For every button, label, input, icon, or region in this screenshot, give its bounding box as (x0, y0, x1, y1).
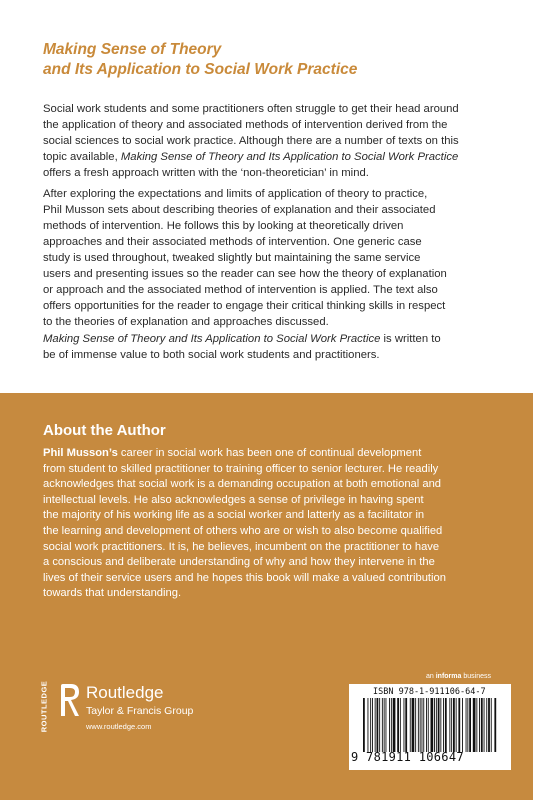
barcode-bar (405, 698, 407, 752)
back-cover-lower-band (0, 393, 533, 800)
barcode-bar (410, 698, 411, 752)
barcode-bar (449, 698, 450, 752)
text-line: users and presenting issues so the reader can see how the theory of explanation (43, 268, 447, 280)
barcode-bar (476, 698, 477, 752)
book-title (43, 40, 503, 80)
barcode-bar (422, 698, 423, 752)
text-line: the learning and development of others who are or wish to also become qualified (43, 524, 443, 537)
text-line: offers opportunities for the reader to engage their critical thinking skills in respect (43, 300, 446, 312)
barcode-bar (479, 698, 480, 752)
barcode-bar (418, 698, 419, 752)
book-title-italic: Making Sense of Theory and Its Application to Social Work Practice (120, 151, 459, 163)
text-line: methods of intervention. He follows this by looking at theoretically driven (43, 220, 404, 232)
barcode-bar (375, 698, 376, 752)
description-paragraph-1 (43, 101, 498, 181)
barcode-bar (397, 698, 399, 752)
text-line: social sciences to social work practice. Although there are a number of texts on this (43, 135, 459, 147)
text-span: is written to (380, 333, 441, 345)
back-cover-upper (0, 0, 533, 393)
publisher-side-text (40, 680, 54, 740)
barcode-bar (494, 698, 496, 752)
barcode-bar (368, 698, 369, 752)
text-span: career in social work has been one of continual development (117, 447, 422, 459)
text-line: study is used throughout, tweaked slightly but maintaining the same service (43, 252, 421, 264)
text-span: an (426, 673, 436, 680)
title-line: and Its Application to Social Work Practice (43, 61, 358, 78)
barcode-bar (377, 698, 379, 752)
barcode-bar (400, 698, 401, 752)
text-line: approaches and their associated methods of intervention. One generic case (43, 236, 422, 248)
text-line (43, 331, 498, 347)
publisher-group: Taylor & Francis Group (86, 705, 194, 717)
barcode-bar (467, 698, 468, 752)
barcode-bar (443, 698, 444, 752)
routledge-r-icon (58, 682, 82, 718)
barcode-bar (473, 698, 476, 752)
side-label: ROUTLEDGE (39, 680, 49, 733)
text-span: business (461, 673, 491, 680)
barcode-bar (491, 698, 492, 752)
barcode-bar (431, 698, 434, 752)
barcode-bar (436, 698, 437, 752)
book-title-italic: Making Sense of Theory and Its Application to Social Work Practice (43, 333, 381, 345)
text-line: intellectual levels. He also acknowledges a sense of privilege in having spent (43, 493, 424, 506)
barcode-bar (488, 698, 490, 752)
barcode-bar (426, 698, 427, 752)
barcode-bar (412, 698, 415, 752)
barcode-bar (415, 698, 416, 752)
author-name: Phil Musson’s (43, 447, 118, 459)
barcode-bar (386, 698, 387, 752)
barcode-bar (469, 698, 471, 752)
text-line: acknowledges that social work is a demanding occupation at both emotional and (43, 478, 442, 491)
barcode-bar (384, 698, 385, 752)
barcode-bar (453, 698, 455, 752)
barcode-bar (372, 698, 373, 752)
text-line: the application of theory and associated methods of intervention derived from the (43, 119, 448, 131)
barcode-bar (434, 698, 435, 752)
text-line (43, 149, 498, 165)
barcode-bar (451, 698, 452, 752)
barcode-bar (486, 698, 487, 752)
publisher-url: www.routledge.com (86, 722, 152, 731)
barcode-bar (363, 698, 365, 752)
text-line: or approach and the associated method of intervention is applied. The text also (43, 284, 438, 296)
barcode-bar (438, 698, 440, 752)
barcode-bar (382, 698, 383, 752)
barcode-bar (393, 698, 396, 752)
text-line (43, 446, 503, 462)
barcode-bar (428, 698, 429, 752)
barcode-bar (462, 698, 463, 752)
description-paragraph-2 (43, 186, 498, 330)
barcode-bar (379, 698, 380, 752)
text-span: topic available, (43, 151, 121, 163)
text-line: be of immense value to both social work students and practitioners. (43, 349, 380, 361)
text-line: social work practitioners. It is, he believes, incumbent on the practitioner to have (43, 540, 440, 553)
barcode-bar (370, 698, 371, 752)
barcode-bar (445, 698, 447, 752)
text-line: lives of their service users and he hopes this book will make a valued contribution (43, 571, 446, 584)
description-paragraph-3 (43, 331, 498, 363)
text-line: Social work students and some practitioners often struggle to get their head around (43, 103, 459, 115)
barcode-bar (458, 698, 460, 752)
text-line: to the theories of explanation and approaches discussed. (43, 316, 329, 328)
publisher-name: Routledge (86, 683, 164, 702)
publisher-logo (40, 678, 240, 748)
text-line: from student to skilled practitioner to training officer to senior lecturer. He readily (43, 462, 439, 475)
text-line: a conscious and deliberate understanding of why and how they intervene in the (43, 556, 435, 569)
informa-business-label (426, 673, 491, 680)
barcode-bar (423, 698, 424, 752)
text-line: offers a fresh approach written with the ‘non-theoretician’ in mind. (43, 167, 369, 179)
barcode-bar (484, 698, 485, 752)
barcode-bar (481, 698, 483, 752)
isbn-label: ISBN 978-1-911106-64-7 (373, 687, 486, 697)
barcode-bars (361, 698, 501, 752)
about-heading: About the Author (43, 422, 166, 439)
text-line: Phil Musson sets about describing theories of explanation and their associated (43, 204, 436, 216)
isbn-barcode (349, 684, 511, 770)
barcode-bar (389, 698, 390, 752)
barcode-bar (404, 698, 405, 752)
text-line: towards that understanding. (43, 587, 182, 600)
informa-brand: informa (435, 673, 462, 680)
barcode-bar (391, 698, 392, 752)
barcode-bar (456, 698, 457, 752)
barcode-digits: 9 781911 106647 (351, 750, 464, 764)
barcode-bar (440, 698, 441, 752)
text-line: the majority of his working life as a social worker and latterly as a facilitator in (43, 509, 425, 522)
author-bio (43, 446, 503, 602)
barcode-bar (420, 698, 421, 752)
title-line: Making Sense of Theory (43, 41, 222, 58)
text-line: After exploring the expectations and limits of application of theory to practice, (43, 188, 428, 200)
barcode-bar (466, 698, 467, 752)
